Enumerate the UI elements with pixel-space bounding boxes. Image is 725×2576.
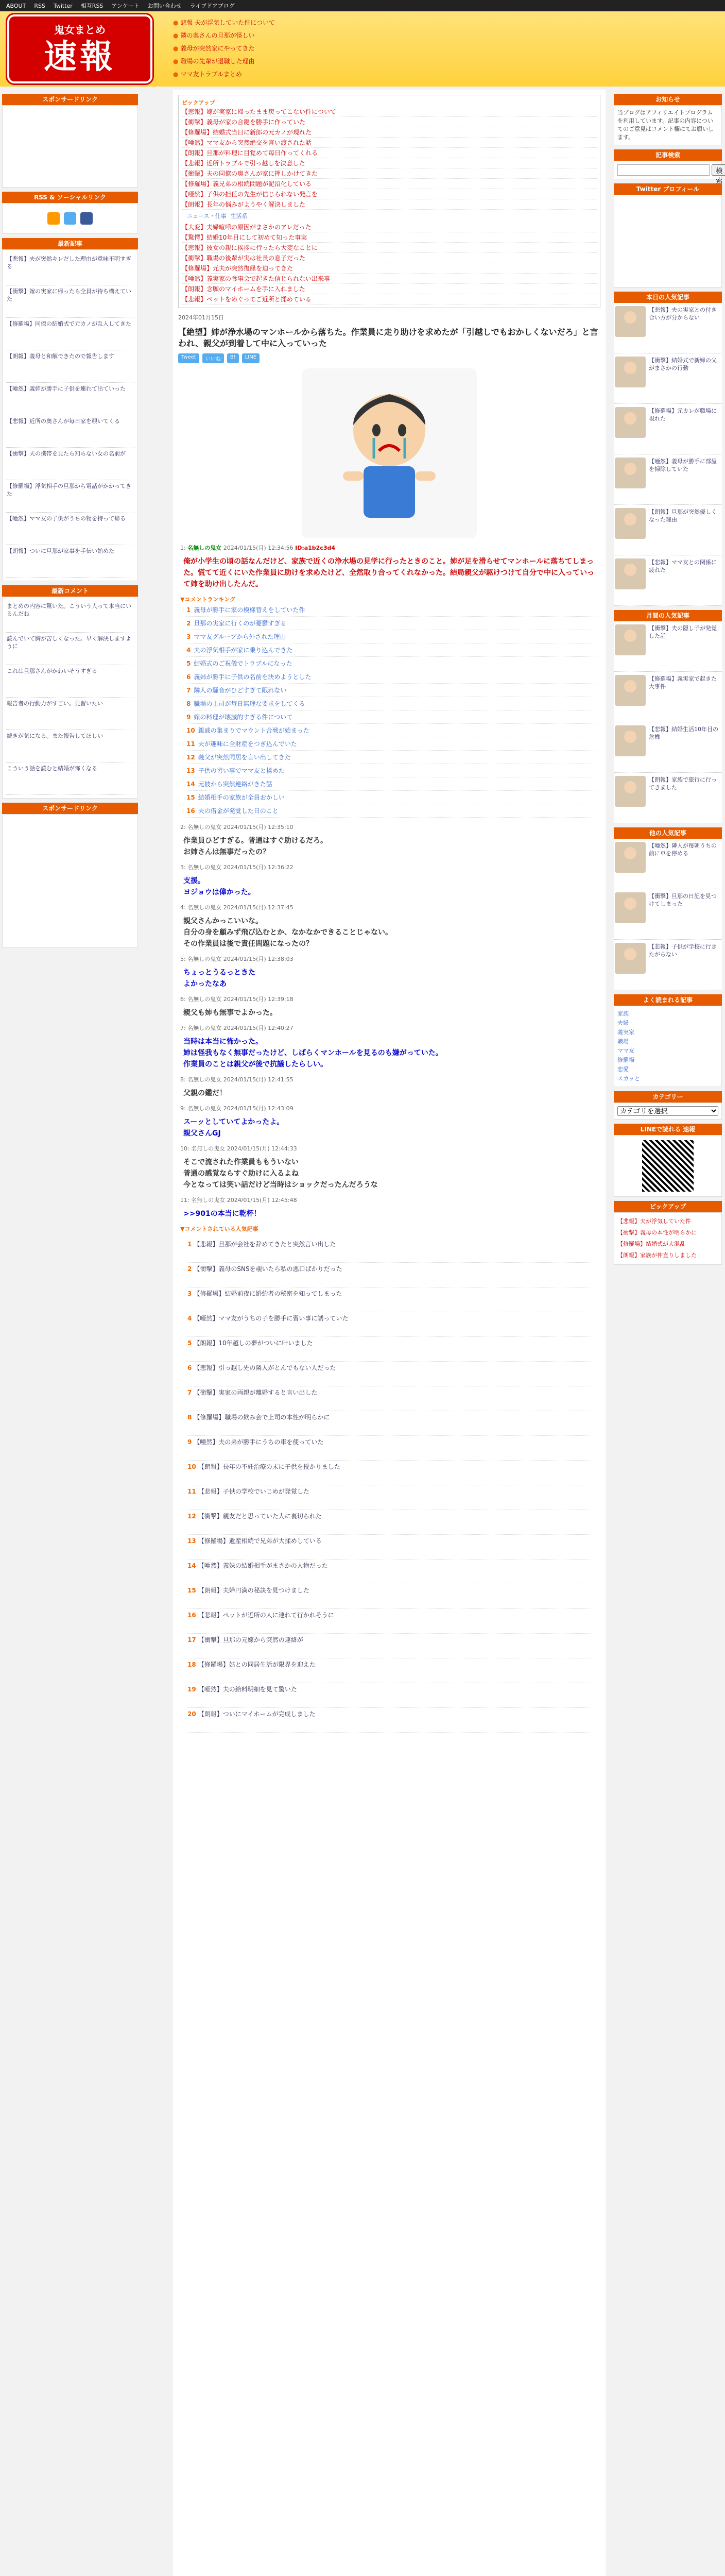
latest-comment[interactable]: こういう話を読むと結婚が怖くなる xyxy=(6,762,134,795)
comment-ranking: ▼コメントされている人気記事 1 【悲報】旦那が会社を辞めてきたと突然言い出した 2 【衝撃】義母のSNSを覗いたら私の悪口ばかりだった 3 【修羅場】結婚前夜に婚約者の秘密を知ってしまった 4 【唖然】ママ友がうちの子を勝手に習い事に誘っていた 5 【朗報】10年越しの夢がついに叶いました 6 【悲報】引っ越し先の隣人がとんでもない人だった 7 【衝撃】実家の両親が離婚すると言い出した 8 【修羅場】職場の飲み会で上司の本性が明らかに 9 【唖然】夫の弟が勝手にうちの車を使っていた 10 【朗報】長年の不妊治療の末に子供を授かりました 11 【悲報】子供の学校でいじめが発覚した 12 【衝撃】親友だと思っていた人に裏切られた 13 【修羅場】遺産相続で兄弟が大揉めしている 14 【唖然】義妹の結婚相手がまさかの人物だった 15 【朗報】夫婦円満の秘訣を見つけました 16 【悲報】ペットが近所の人に連れて行かれそうに 17 【衝撃】旦那の元嫁から突然の連絡が 18 【修羅場】姑との同居生活が限界を迎えた 19 【唖然】夫の給料明細を見て驚いた 20 【朗報】ついにマイホームが完成しました xyxy=(180,1225,598,1733)
ranking-item[interactable] xyxy=(614,839,722,889)
latest-article-link[interactable]: 【唖然】義姉が勝手に子供を連れて出ていった xyxy=(6,383,134,415)
comment-ranking-text: 【唖然】夫の給料明細を見て驚いた xyxy=(198,1686,297,1693)
response xyxy=(180,955,598,990)
ranking-item[interactable] xyxy=(614,722,722,773)
response xyxy=(180,1075,598,1099)
response xyxy=(180,1196,598,1219)
response-header: 4: 名無しの鬼女 2024/01/15(月) 12:37:45 xyxy=(180,904,294,911)
social-links xyxy=(2,203,138,234)
rank-number: 19 xyxy=(187,1686,196,1693)
qr-code xyxy=(642,1140,694,1192)
news-link[interactable]: 【唖然】義実家の食事会で起きた信じられない出来事 xyxy=(182,274,597,284)
related-link-text: ママ友グループから外された理由 xyxy=(194,633,286,640)
header-news-text: ママ友トラブルまとめ xyxy=(180,71,243,78)
related-link-text: 元彼から突然連絡がきた話 xyxy=(198,781,272,788)
latest-comment[interactable]: 読んでいて胸が苦しくなった。早く解決しますように xyxy=(6,633,134,665)
comment-ranking-text: 【朗報】ついにマイホームが完成しました xyxy=(198,1710,316,1718)
nav-link[interactable]: RSS xyxy=(34,2,45,9)
latest-article-link[interactable]: 【衝撃】嫁の実家に帰ったら全員が待ち構えていた xyxy=(6,285,134,318)
ranking-item[interactable] xyxy=(614,672,722,722)
ranking-text: 【衝撃】結婚式で新婦の父がまさかの行動 xyxy=(649,357,717,371)
rank-number: 1 xyxy=(186,606,191,614)
pickup-link[interactable]: 【悲報】嫁が実家に帰ったまま戻ってこない件について xyxy=(182,107,597,117)
ranking-item[interactable] xyxy=(614,940,722,990)
related-link[interactable] xyxy=(186,643,598,657)
response-header: 11: 名無しの鬼女 2024/01/15(月) 12:45:48 xyxy=(180,1197,297,1204)
related-link[interactable] xyxy=(186,603,598,617)
article-illustration xyxy=(302,368,477,538)
response-body: 当時は本当に怖かった。 姉は怪我もなく無事だったけど、しばらくマンホールを見るのも嫌がっていた。 作業員のことは親父が後で抗議したらしい。 xyxy=(183,1038,443,1069)
response xyxy=(180,995,598,1019)
ranking-text: 【唖然】隣人が毎朝うちの前に車を停める xyxy=(649,842,717,857)
comment-ranking-text: 【悲報】子供の学校でいじめが発覚した xyxy=(198,1488,309,1495)
latest-comment[interactable]: 報告者の行動力がすごい。見習いたい xyxy=(6,698,134,730)
latest-article-link[interactable]: 【衝撃】夫の携帯を見たら知らない女の名前が xyxy=(6,448,134,480)
twitter-profile xyxy=(614,195,722,287)
share-button[interactable]: B! xyxy=(227,353,239,363)
ranking-item[interactable] xyxy=(614,555,722,606)
comment-ranking-text: 【唖然】ママ友がうちの子を勝手に習い事に誘っていた xyxy=(194,1315,349,1322)
rank-number: 10 xyxy=(187,1463,196,1470)
pickup-link[interactable]: 【修羅場】結婚式当日に新郎の元カノが現れた xyxy=(182,127,597,138)
article-date: 2024年01月15日 xyxy=(178,314,224,321)
header-news-item[interactable] xyxy=(173,55,724,68)
related-link[interactable] xyxy=(186,751,598,764)
response-header: 2: 名無しの鬼女 2024/01/15(月) 12:35:10 xyxy=(180,824,294,831)
left-sidebar xyxy=(2,90,138,948)
response-body: 支援。 ヨジョウは偉かった。 xyxy=(183,877,255,896)
share-button[interactable]: いいね xyxy=(202,353,224,363)
rank-number: 3 xyxy=(186,633,191,640)
response xyxy=(180,1144,598,1191)
rank-number: 11 xyxy=(186,740,195,748)
pickup-link[interactable]: 【唖然】子供の担任の先生が信じられない発言を xyxy=(182,189,597,199)
thumbnail-image xyxy=(615,776,646,807)
comment-ranking-text: 【修羅場】職場の飲み会で上司の本性が明らかに xyxy=(194,1414,330,1421)
related-link-text: 夫の借金が発覚した日のこと xyxy=(198,807,279,815)
response-body: 父親の鑑だ！ xyxy=(183,1089,227,1097)
response xyxy=(180,1024,598,1070)
category-link[interactable]: ママ友 xyxy=(617,1047,634,1054)
latest-comment[interactable]: これは旦那さんがかわいそうすぎる xyxy=(6,665,134,698)
thumbnail-image xyxy=(615,675,646,706)
twitter-icon[interactable] xyxy=(64,212,76,225)
rank-number: 15 xyxy=(187,1587,196,1594)
rank-number: 12 xyxy=(186,754,195,761)
comment-ranking-item[interactable] xyxy=(187,1584,591,1609)
news-link[interactable]: 【驚愕】結婚10年目にして初めて知った事実 xyxy=(182,232,597,243)
comment-ranking-item[interactable] xyxy=(187,1436,591,1461)
article-title[interactable]: 【絶望】姉が浄水場のマンホールから落ちた。作業員に走り助けを求めたが「引越しでもおかしくないだろ」と言われ、親父が到着して中に入っていった xyxy=(178,327,598,348)
related-link[interactable] xyxy=(186,617,598,630)
nav-link[interactable]: ABOUT xyxy=(6,2,26,9)
comment-ranking-item[interactable] xyxy=(187,1634,591,1658)
ranking-text: 【修羅場】元カレが職場に現れた xyxy=(649,408,717,422)
pickup-link[interactable]: 【悲報】近所トラブルで引っ越しを決意した xyxy=(182,158,597,168)
header-news-item[interactable] xyxy=(173,16,724,29)
category-link[interactable]: 職場 xyxy=(617,1038,629,1045)
related-link[interactable] xyxy=(186,670,598,684)
response-body: 作業員ひどすぎる。普通はすぐ助けるだろ。 お姉さんは無事だったの？ xyxy=(183,837,327,856)
ranking-item[interactable] xyxy=(614,353,722,404)
response xyxy=(180,1104,598,1139)
response-body: スーッとしていてよかったよ。 親父さんGJ xyxy=(183,1118,284,1138)
ranking-item[interactable] xyxy=(614,621,722,672)
pickup-link[interactable]: 【朗報】長年の悩みがようやく解決しました xyxy=(182,199,597,210)
comment-ranking-item[interactable] xyxy=(187,1485,591,1510)
comment-ranking-item[interactable] xyxy=(187,1287,591,1312)
comment-ranking-text: 【衝撃】義母のSNSを覗いたら私の悪口ばかりだった xyxy=(194,1265,342,1273)
sidebar-heading: RSS & ソーシャルリンク xyxy=(2,192,138,203)
share-button[interactable]: Tweet xyxy=(178,353,199,363)
related-link-text: 職場の上司が毎日無理な要求をしてくる xyxy=(194,700,305,707)
search-button[interactable]: 検索 xyxy=(712,164,725,176)
tab-bar xyxy=(187,212,592,220)
comment-ranking-text: 【衝撃】旦那の元嫁から突然の連絡が xyxy=(198,1636,303,1643)
response-header: 1: 名無しの鬼女 2024/01/15(月) 12:34:56 ID:a1b2c3d4 xyxy=(180,545,336,551)
comment-ranking-item[interactable] xyxy=(187,1510,591,1535)
rank-number: 10 xyxy=(186,727,195,734)
pickup-link[interactable]: 【修羅場】義兄弟の相続問題が泥沼化している xyxy=(182,179,597,189)
related-link[interactable] xyxy=(186,630,598,643)
category-link[interactable]: 夫婦 xyxy=(617,1020,629,1026)
nav-link[interactable]: 相互RSS xyxy=(80,3,103,9)
rank-number: 13 xyxy=(187,1537,196,1545)
rank-number: 2 xyxy=(186,620,191,627)
rank-number: 9 xyxy=(186,714,191,721)
thumbnail-image xyxy=(615,943,646,974)
header-news-text: 義母が突然家にやってきた xyxy=(180,45,255,52)
related-link-text: 義母が勝手に家の模様替えをしていた件 xyxy=(194,606,305,614)
comment-ranking-item[interactable] xyxy=(187,1708,591,1733)
ranking-text: 【悲報】夫の実家との付き合い方が分からない xyxy=(649,307,717,321)
pickup-link[interactable]: 【衝撃】義母が家の合鍵を勝手に作っていた xyxy=(182,117,597,127)
related-link-text: 夫が趣味に全財産をつぎ込んでいた xyxy=(198,740,297,748)
comment-ranking-text: 【唖然】義妹の結婚相手がまさかの人物だった xyxy=(198,1562,328,1569)
response-header: 5: 名無しの鬼女 2024/01/15(月) 12:38:03 xyxy=(180,956,294,962)
related-link-text: 義姉が勝手に子供の名前を決めようとした xyxy=(194,673,312,681)
pickup-link[interactable]: 【唖然】ママ友から突然絶交を言い渡された話 xyxy=(182,138,597,148)
nav-link[interactable]: アンケート xyxy=(111,3,140,9)
rank-number: 6 xyxy=(186,673,191,681)
response-body: >>901の本当に乾杯！ xyxy=(183,1210,261,1218)
category-link[interactable]: 恋愛 xyxy=(617,1066,629,1073)
comment-ranking-item[interactable] xyxy=(187,1461,591,1485)
rss-icon[interactable] xyxy=(47,212,60,225)
related-link[interactable] xyxy=(186,764,598,777)
rank-number: 9 xyxy=(187,1438,192,1446)
response-header: 10: 名無しの鬼女 2024/01/15(月) 12:44:33 xyxy=(180,1145,297,1152)
bullet-icon: ● xyxy=(173,58,179,65)
comment-ranking-text: 【朗報】夫婦円満の秘訣を見つけました xyxy=(198,1587,309,1594)
response-body: 親父さんかっこいいな。 自分の身を顧みず飛び込むとか、なかなかできることじゃない。 その作業員は後で責任問題になったの？ xyxy=(183,917,392,948)
latest-article-link[interactable]: 【唖然】ママ友の子供がうちの物を持って帰る xyxy=(6,513,134,545)
sidebar-heading: 最新記事 xyxy=(2,238,138,249)
category-select[interactable] xyxy=(617,1106,718,1116)
response xyxy=(180,863,598,898)
news-link[interactable]: 【悲報】彼女の親に挨拶に行ったら大変なことに xyxy=(182,243,597,253)
comment-ranking-item[interactable] xyxy=(187,1560,591,1584)
rank-number: 8 xyxy=(187,1414,192,1421)
pickup-link[interactable]: 【衝撃】義母の本性が明らかに xyxy=(617,1229,697,1236)
top-navigation xyxy=(0,0,725,11)
ranking-text: 【修羅場】義実家で起きた大事件 xyxy=(649,675,717,690)
rank-number: 5 xyxy=(186,660,191,667)
logo-line1: 鬼女まとめ xyxy=(54,24,106,36)
rank-number: 13 xyxy=(186,767,195,774)
nav-link[interactable]: ライブドアブログ xyxy=(189,3,235,9)
response xyxy=(180,903,598,950)
header-news-item[interactable] xyxy=(173,42,724,55)
rank-number: 2 xyxy=(187,1265,192,1273)
latest-comment[interactable]: まとめの内容に驚いた。こういう人って本当にいるんだね xyxy=(6,600,134,633)
response-body: ちょっとうるっときた よかったなあ xyxy=(183,969,255,988)
header-news-item[interactable] xyxy=(173,68,724,81)
thumbnail-image xyxy=(615,892,646,923)
sidebar-heading: 最新コメント xyxy=(2,585,138,597)
comment-ranking-text: 【唖然】夫の弟が勝手にうちの車を使っていた xyxy=(194,1438,324,1446)
thumbnail-image xyxy=(615,357,646,387)
news-link[interactable]: 【大変】夫婦喧嘩の原因がまさかのアレだった xyxy=(182,222,597,232)
bullet-icon: ● xyxy=(173,71,179,78)
comment-ranking-item[interactable] xyxy=(187,1312,591,1337)
related-link[interactable] xyxy=(186,697,598,710)
ad-box xyxy=(2,814,138,948)
related-link-text: 子供の習い事でママ友と揉めた xyxy=(198,767,285,774)
related-link-text: 義父が突然同居を言い出してきた xyxy=(198,754,291,761)
latest-comments xyxy=(2,597,138,799)
sidebar-heading: スポンサードリンク xyxy=(2,803,138,814)
bullet-icon: ● xyxy=(173,19,179,26)
bullet-icon: ● xyxy=(173,45,179,52)
latest-article-link[interactable]: 【修羅場】同僚の結婚式で元カノが乱入してきた xyxy=(6,318,134,350)
comment-ranking-text: 【悲報】ペットが近所の人に連れて行かれそうに xyxy=(198,1612,334,1619)
comment-ranking-text: 【悲報】引っ越し先の隣人がとんでもない人だった xyxy=(194,1364,336,1371)
comment-ranking-text: 【修羅場】遺産相続で兄弟が大揉めしている xyxy=(198,1537,322,1545)
category-link[interactable]: 家族 xyxy=(617,1010,629,1017)
related-link[interactable] xyxy=(186,804,598,818)
facebook-icon[interactable] xyxy=(80,212,93,225)
related-link[interactable] xyxy=(186,657,598,670)
site-header xyxy=(0,11,725,87)
search-input[interactable] xyxy=(617,164,710,176)
ranking-item[interactable] xyxy=(614,303,722,353)
response-header: 6: 名無しの鬼女 2024/01/15(月) 12:39:18 xyxy=(180,996,294,1003)
thumbnail-image xyxy=(615,558,646,589)
comment-ranking-text: 【朗報】10年越しの夢がついに叶いました xyxy=(194,1340,313,1347)
thumbnail-image xyxy=(615,306,646,337)
related-link[interactable] xyxy=(186,710,598,724)
comment-ranking-text: 【修羅場】結婚前夜に婚約者の秘密を知ってしまった xyxy=(194,1290,342,1297)
latest-comment[interactable]: 続きが気になる。また報告してほしい xyxy=(6,730,134,762)
comment-ranking-text: 【衝撃】実家の両親が離婚すると言い出した xyxy=(194,1389,318,1396)
related-link[interactable] xyxy=(186,684,598,697)
response-body: 親父も姉も無事でよかった。 xyxy=(183,1009,277,1017)
nav-link[interactable]: お問い合わせ xyxy=(147,3,182,9)
logo-line2: 速報 xyxy=(44,38,116,76)
category-link[interactable]: 修羅場 xyxy=(617,1057,634,1063)
latest-article-link[interactable]: 【朗報】義母と和解できたので報告します xyxy=(6,350,134,383)
pickup-box xyxy=(178,95,600,308)
response xyxy=(180,823,598,858)
comment-ranking-text: 【朗報】長年の不妊治療の末に子供を授かりました xyxy=(198,1463,340,1470)
rank-number: 6 xyxy=(187,1364,192,1371)
tab[interactable]: ニュース・仕事 xyxy=(187,213,227,219)
share-buttons xyxy=(178,353,600,363)
related-link-text: 隣人の騒音がひどすぎて眠れない xyxy=(194,687,287,694)
response-header: 7: 名無しの鬼女 2024/01/15(月) 12:40:27 xyxy=(180,1025,294,1031)
related-link-text: 嫁の料理が壊滅的すぎる件について xyxy=(194,714,293,721)
related-link[interactable] xyxy=(186,791,598,804)
comment-ranking-item[interactable] xyxy=(187,1683,591,1708)
comment-ranking-text: 【衝撃】親友だと思っていた人に裏切られた xyxy=(198,1513,322,1520)
share-button[interactable]: LINE xyxy=(242,353,260,363)
comment-ranking-item[interactable] xyxy=(187,1337,591,1362)
ranking-text: 【悲報】結婚生活10年目の危機 xyxy=(649,726,718,740)
comment-ranking-item[interactable] xyxy=(187,1535,591,1560)
rank-number: 17 xyxy=(187,1636,196,1643)
latest-articles xyxy=(2,249,138,581)
header-news-item[interactable] xyxy=(173,29,724,42)
header-news-text: 職場の先輩が退職した理由 xyxy=(180,58,255,65)
rank-number: 14 xyxy=(187,1562,196,1569)
latest-article-link[interactable]: 【修羅場】浮気相手の旦那から電話がかかってきた xyxy=(6,480,134,513)
rank-number: 7 xyxy=(186,687,191,694)
rank-number: 7 xyxy=(187,1389,192,1396)
category-link[interactable]: 義実家 xyxy=(617,1029,634,1036)
ranking-text: 【悲報】ママ友との関係に疲れた xyxy=(649,559,717,573)
thumbnail-image xyxy=(615,624,646,655)
comment-ranking-item[interactable] xyxy=(187,1362,591,1386)
thumbnail-image xyxy=(615,457,646,488)
related-list: ▼コメントランキング 1 義母が勝手に家の模様替えをしていた件 2 旦那の実家に行くのが憂鬱すぎる 3 ママ友グループから外された理由 4 夫の浮気相手が家に乗り込んできた 5 結婚式のご祝儀でトラブルになった 6 義姉が勝手に子供の名前を決めようとした 7 隣人の騒音がひどすぎて眠れない 8 職場の上司が毎日無理な要求をしてくる 9 嫁の料理が壊滅的すぎる件について 10 親戚の集まりでマウント合戦が始まった 11 夫が趣味に全財産をつぎ込んでいた 12 義父が突然同居を言い出してきた 13 子供の習い事でママ友と揉めた 14 元彼から突然連絡がきた話 15 結婚相手の家族が全員おかしい 16 夫の借金が発覚した日のこと xyxy=(180,595,598,818)
rank-number: 18 xyxy=(187,1661,196,1668)
comment-ranking-item[interactable] xyxy=(187,1411,591,1436)
comment-ranking-text: 【修羅場】姑との同居生活が限界を迎えた xyxy=(198,1661,316,1668)
ranking-item[interactable] xyxy=(614,889,722,940)
ranking-item[interactable] xyxy=(614,404,722,454)
right-sidebar: お知らせ 当ブログはアフィリエイトプログラムを利用しています。記事の内容についてのご意見はコメント欄にてお願いします。 記事検索 検索 Twitter プロフィール 本日の人気記事 【悲報】夫の実家との付き合い方が分からない 【衝撃】結婚式で新婦の父がまさかの行動 【修羅場】元カレが職場に現れた 【唖然】義母が勝手に部屋を掃除していた 【朗報】旦那が突然優しくなった理由 【悲報】ママ友との関係に疲れた 月間の人気記事 【衝撃】夫の隠し子が発覚した話 【修羅場】義実家で起きた大事件 【悲報】結婚生活10年目の危機 【朗報】家族で旅行に行ってきました 他の人気記事 【唖然】隣人が毎朝うちの前に車を停める 【衝撃】旦那の日記を見つけてしまった 【悲報】子供が学校に行きたがらない よく読まれる記事 家族 夫婦 義実家 職場 ママ友 修羅場 恋愛 スカッと カテゴリー カテゴリを選択 LINEで読れる 速報 ピックアップ 【悲報】夫が浮気していた件 【衝撃】義母の本性が明らかに 【修羅場】結婚式が大混乱 【朗報】家族が仲直りしました xyxy=(614,90,722,1265)
rank-number: 16 xyxy=(186,807,195,815)
pickup-title: ピックアップ xyxy=(182,99,215,106)
pickup-link[interactable]: 【悲報】夫が浮気していた件 xyxy=(617,1218,691,1225)
header-news xyxy=(173,16,724,81)
bullet-icon: ● xyxy=(173,32,179,39)
tab[interactable]: 生活系 xyxy=(230,213,248,219)
ranking-text: 【朗報】旦那が突然優しくなった理由 xyxy=(649,509,717,523)
rank-number: 14 xyxy=(186,781,195,788)
news-link[interactable]: 【朗報】念願のマイホームを手に入れました xyxy=(182,284,597,294)
related-link-text: 結婚相手の家族が全員おかしい xyxy=(198,794,285,801)
ranking-text: 【衝撃】夫の隠し子が発覚した話 xyxy=(649,625,717,639)
rank-number: 11 xyxy=(187,1488,196,1495)
related-link-text: 結婚式のご祝儀でトラブルになった xyxy=(194,660,292,667)
thumbnail-image xyxy=(615,842,646,873)
thumbnail-image xyxy=(615,725,646,756)
pickup-link[interactable]: 【衝撃】夫の同僚の奥さんが家に押しかけてきた xyxy=(182,168,597,179)
ranking-text: 【唖然】義母が勝手に部屋を掃除していた xyxy=(649,458,717,472)
nav-link[interactable]: Twitter xyxy=(53,2,73,9)
related-link[interactable] xyxy=(186,777,598,791)
response-header: 3: 名無しの鬼女 2024/01/15(月) 12:36:22 xyxy=(180,864,294,871)
response-body: 俺が小学生の頃の話なんだけど、家族で近くの浄水場の見学に行ったときのこと。姉が足を滑らせてマンホールに落ちてしまった。慌てて近くにいた作業員に助けを求めたけど、全然取り合ってくれなかった。結局親父が駆けつけて自分で中に入っていって姉を助け出したんだ。 xyxy=(183,557,594,588)
ranking-item[interactable] xyxy=(614,773,722,823)
rank-number: 4 xyxy=(186,647,191,654)
rank-number: 12 xyxy=(187,1513,196,1520)
comment-ranking-item[interactable] xyxy=(187,1609,591,1634)
comment-ranking-item[interactable] xyxy=(187,1263,591,1287)
comment-ranking-item[interactable] xyxy=(187,1238,591,1263)
news-link[interactable]: 【修羅場】元夫が突然復縁を迫ってきた xyxy=(182,263,597,274)
category-link[interactable]: スカッと xyxy=(617,1075,640,1082)
ad-box xyxy=(2,105,138,188)
rank-number: 15 xyxy=(186,794,195,801)
response-1 xyxy=(180,544,598,590)
news-link[interactable]: 【悲報】ペットをめぐってご近所と揉めている xyxy=(182,294,597,304)
comment-ranking-item[interactable] xyxy=(187,1386,591,1411)
response-header: 9: 名無しの鬼女 2024/01/15(月) 12:43:09 xyxy=(180,1105,294,1112)
related-link-text: 親戚の集まりでマウント合戦が始まった xyxy=(198,727,309,734)
response-body: そこで流された作業員ももういない 普通の感覚ならすぐ助けに入るよね 今となっては笑い話だけど当時はショックだったんだろうな xyxy=(183,1158,378,1189)
latest-article-link[interactable]: 【悲報】近所の奥さんが毎日家を覗いてくる xyxy=(6,415,134,448)
rank-number: 5 xyxy=(187,1340,192,1347)
main-content xyxy=(173,90,606,2576)
ranking-item[interactable] xyxy=(614,505,722,555)
ranking-text: 【悲報】子供が学校に行きたがらない xyxy=(649,943,717,958)
related-link[interactable] xyxy=(186,724,598,737)
rank-number: 8 xyxy=(186,700,191,707)
comment-ranking-item[interactable] xyxy=(187,1658,591,1683)
latest-article-link[interactable]: 【悲報】夫が突然キレだした理由が意味不明すぎる xyxy=(6,253,134,285)
response-header: 8: 名無しの鬼女 2024/01/15(月) 12:41:55 xyxy=(180,1076,294,1083)
rank-number: 20 xyxy=(187,1710,196,1718)
rank-number: 3 xyxy=(187,1290,192,1297)
ranking-text: 【朗報】家族で旅行に行ってきました xyxy=(649,776,717,791)
ranking-text: 【衝撃】旦那の日記を見つけてしまった xyxy=(649,893,717,907)
site-logo[interactable] xyxy=(7,14,152,83)
rank-number: 1 xyxy=(187,1241,192,1248)
related-link-text: 夫の浮気相手が家に乗り込んできた xyxy=(194,647,293,654)
related-link[interactable] xyxy=(186,737,598,751)
header-news-text: 悲報 夫が浮気していた件について xyxy=(180,19,275,26)
thumbnail-image xyxy=(615,407,646,438)
thumbnail-image xyxy=(615,508,646,539)
comment-ranking-text: 【悲報】旦那が会社を辞めてきたと突然言い出した xyxy=(194,1241,336,1248)
pickup-link[interactable]: 【朗報】旦那が料理に目覚めて毎日作ってくれる xyxy=(182,148,597,158)
latest-article-link[interactable]: 【朗報】ついに旦那が家事を手伝い始めた xyxy=(6,545,134,578)
rank-number: 16 xyxy=(187,1612,196,1619)
related-link-text: 旦那の実家に行くのが憂鬱すぎる xyxy=(194,620,287,627)
sidebar-heading: スポンサードリンク xyxy=(2,94,138,105)
header-news-text: 隣の奥さんの旦那が怪しい xyxy=(180,32,255,39)
pickup-link[interactable]: 【朗報】家族が仲直りしました xyxy=(617,1252,697,1259)
ranking-item[interactable] xyxy=(614,454,722,505)
rank-number: 4 xyxy=(187,1315,192,1322)
pickup-link[interactable]: 【修羅場】結婚式が大混乱 xyxy=(617,1241,685,1247)
news-link[interactable]: 【衝撃】職場の後輩が実は社長の息子だった xyxy=(182,253,597,263)
